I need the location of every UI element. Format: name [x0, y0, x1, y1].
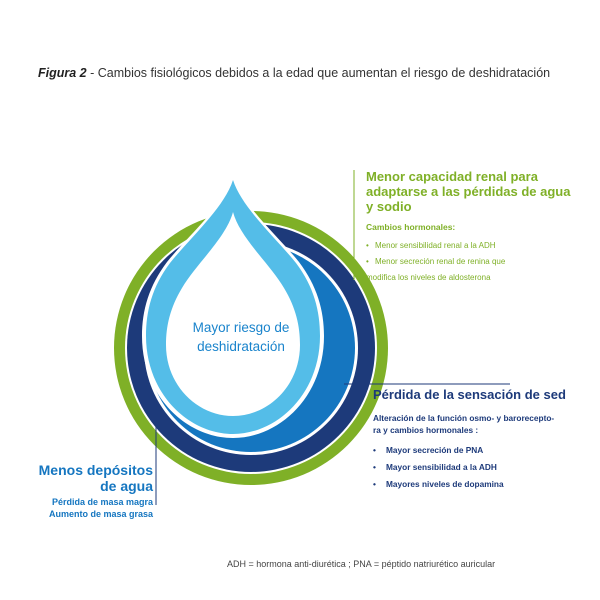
water-title-line-1: Menos depósitos — [38, 462, 153, 478]
figure-label: Figura 2 — [38, 66, 87, 80]
figure-caption-text: - Cambios fisiológicos debidos a la edad que aumentan el riesgo de deshidratación — [86, 66, 551, 80]
water-title-line-2: de agua — [100, 478, 153, 494]
renal-capacity-section — [366, 169, 596, 286]
list-item: • Menor secreción renal de renina que — [366, 254, 596, 270]
fat-mass-gain-text: Aumento de masa grasa — [48, 508, 153, 519]
renal-title-line-2: adaptarse a las pérdidas de agua — [366, 184, 571, 199]
renal-capacity-title — [366, 169, 596, 214]
water-reserves-title — [39, 462, 153, 494]
hormonal-changes-subtitle: Cambios hormonales: — [366, 222, 456, 232]
footnote: ADH = hormona anti-diurética ; PNA = péptido natriurético auricular — [227, 559, 496, 569]
renal-title-line-1: Menor capacidad renal para — [366, 169, 538, 184]
renal-changes-list — [366, 238, 596, 270]
list-item-continuation: modifica los niveles de aldosterona — [366, 273, 491, 282]
center-label — [170, 318, 312, 356]
list-item: • Mayor secreción de PNA — [373, 442, 593, 459]
receptor-subtitle-line-1: Alteración de la función osmo- y barorecepto- — [373, 413, 555, 423]
list-item: • Menor sensibilidad renal a la ADH — [366, 238, 596, 254]
receptor-function-subtitle — [373, 412, 593, 436]
thirst-sensation-title: Pérdida de la sensación de sed — [373, 387, 566, 402]
water-reserves-section — [39, 462, 153, 520]
list-item: • Mayor sensibilidad a la ADH — [373, 459, 593, 476]
list-item: • Mayores niveles de dopamina — [373, 476, 593, 493]
center-label-line-2: deshidratación — [197, 339, 285, 354]
center-label-line-1: Mayor riesgo de — [192, 320, 290, 335]
thirst-changes-list — [373, 442, 593, 493]
thirst-sensation-section — [373, 387, 593, 493]
lean-mass-loss-text: Pérdida de masa magra — [51, 497, 153, 507]
renal-title-line-3: y sodio — [366, 199, 412, 214]
receptor-subtitle-line-2: ra y cambios hormonales : — [373, 425, 479, 435]
